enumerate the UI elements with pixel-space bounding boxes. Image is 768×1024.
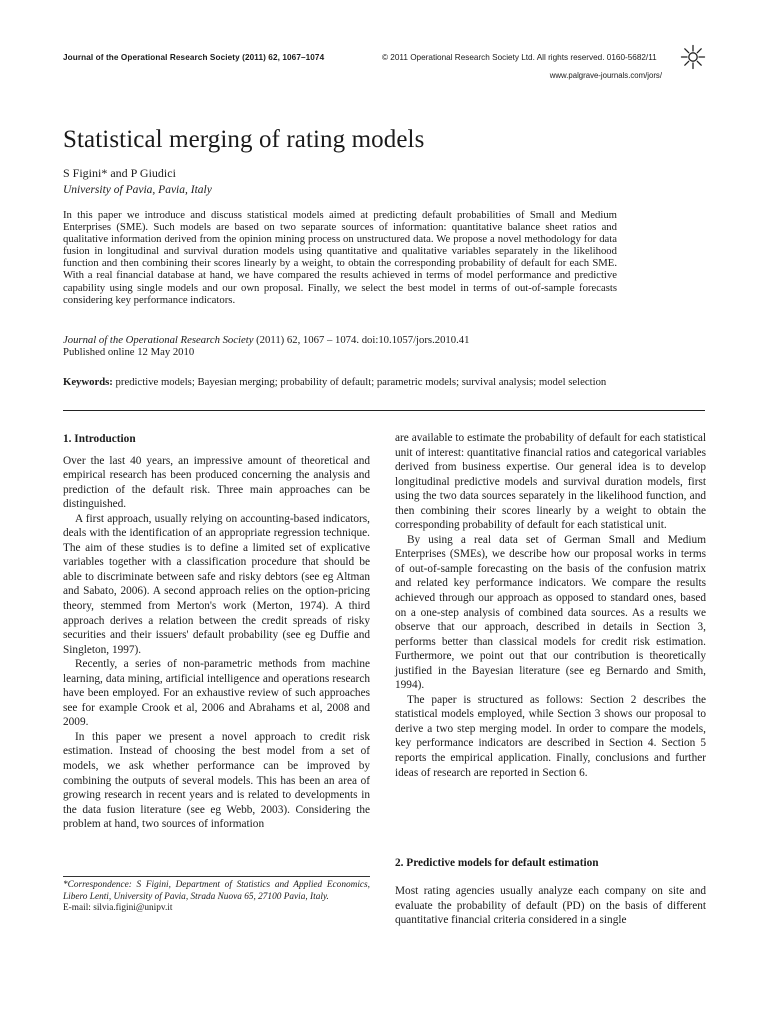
footnote-divider xyxy=(63,876,370,877)
paragraph: The paper is structured as follows: Section 2 describes the statistical models employed, while Section 3 shows our proposal to derive a two step merging model. In order to compare the models, key performance indicators are described in Section 4. Section 5 reports the empirical application. Finally, conclusions and further ideas of research are reported in Section 6. xyxy=(395,693,706,779)
keywords-list: predictive models; Bayesian merging; probability of default; parametric models; survival analysis; model selection xyxy=(112,376,607,388)
paragraph: Over the last 40 years, an impressive amount of theoretical and empirical research has been produced concerning the analysis and prediction of the default risk. Three main approaches can be distinguished. xyxy=(63,454,370,511)
keywords-label: Keywords: xyxy=(63,376,113,388)
section2-body xyxy=(395,884,706,928)
divider xyxy=(63,410,705,411)
journal-header: Journal of the Operational Research Society (2011) 62, 1067–1074 xyxy=(63,53,325,62)
paragraph: By using a real data set of German Small and Medium Enterprises (SMEs), we describe how our proposal works in terms of out-of-sample forecasting on the basis of the confusion matrix and related key performance indicators. We compare the results achieved through our approach as opposed to standard ones, based on a one-step analysis of combined data sources. As a results we observe that our approach, described in details in Section 3, performs better than classical models for credit risk estimation. Furthermore, we point out that our contribution is theoretically justified in the Bayesian literature (see eg Bernardo and Smith, 1994). xyxy=(395,533,706,692)
correspondence-footnote xyxy=(63,880,370,915)
citation-block xyxy=(63,334,623,358)
abstract: In this paper we introduce and discuss statistical models aimed at predicting default probabilities of Small and Medium Enterprises (SME). Such models are based on two separate sources of information: quantitative balance sheet ratios and qualitative information derived from the opinion mining process on unstructured data. We propose a novel methodology for data fusion in longitudinal and survival duration models using quantitative and qualitative variables separately in the likelihood function and then combining their scores linearly by a weight, to obtain the corresponding probability of default for each SME. With a real financial database at hand, we have compared the results achieved in terms of model performance and predictive capability using single models and our own proposal. Finally, we select the best model in terms of out-of-sample forecasts considering key performance indicators. xyxy=(63,209,617,306)
section-heading-predictive-models: 2. Predictive models for default estimation xyxy=(395,857,599,869)
article-authors: S Figini* and P Giudici xyxy=(63,166,176,180)
publisher-star-icon xyxy=(680,44,706,70)
citation-details: (2011) 62, 1067 – 1074. doi:10.1057/jors.2010.41 xyxy=(253,334,470,346)
journal-url-link[interactable]: www.palgrave-journals.com/jors/ xyxy=(549,71,662,80)
section-heading-introduction: 1. Introduction xyxy=(63,433,136,445)
left-column xyxy=(63,432,370,832)
keywords xyxy=(63,376,623,388)
article-title: Statistical merging of rating models xyxy=(63,126,425,153)
paragraph: In this paper we present a novel approach to credit risk estimation. Instead of choosing the best model from a set of models, we ask whether performance can be improved by combining the outputs of several models. This has been an area of growing research in recent years and is related to developments in the data fusion literature (see eg Webb, 2003). Considering the problem at hand, two sources of information xyxy=(63,730,370,831)
copyright-line: © 2011 Operational Research Society Ltd. All rights reserved. 0160-5682/11 xyxy=(382,53,657,62)
right-column xyxy=(395,431,706,780)
paragraph: Most rating agencies usually analyze each company on site and evaluate the probability of default (PD) on the basis of different quantitative financial criteria considered in a single xyxy=(395,885,706,927)
paragraph: Recently, a series of non-parametric methods from machine learning, data mining, artificial intelligence and operations research have been employed. For an exhaustive review of such approaches see for example Crook et al, 2006 and Abrahams et al, 2008 and 2009. xyxy=(63,658,370,729)
citation-journal: Journal of the Operational Research Society xyxy=(63,334,254,346)
footnote-email[interactable]: E-mail: silvia.figini@unipv.it xyxy=(63,903,173,913)
paragraph: A first approach, usually relying on accounting-based indicators, deals with the identification of an appropriate regression technique. The aim of these studies is to define a limited set of explicative variables together with a classification procedure that should be able to discriminate between safe and risky debtors (see eg Altman and Sabato, 2006). A second approach relies on the option-pricing theory, stemmed from Merton's work (Merton, 1974). A third approach derives a relation between the credit spreads of risky securities and their issuers' default probability (see eg Duffie and Singleton, 1997). xyxy=(63,512,370,656)
paragraph: are available to estimate the probability of default for each statistical unit of interest: quantitative financial ratios and categorical variables derived from business expertise. Our general idea is to develop longitudinal predictive models and survival duration models, first using the two data sources separately in the likelihood function, and then combining their scores linearly by a weight to obtain the corresponding probability of default for each statistical unit. xyxy=(395,432,706,532)
author-affiliation: University of Pavia, Pavia, Italy xyxy=(63,184,212,196)
published-date: Published online 12 May 2010 xyxy=(63,346,195,359)
footnote-text: *Correspondence: S Figini, Department of Statistics and Applied Economics, Libero Lenti, University of Pavia, Strada Nuova 65, 27100 Pavia, Italy. xyxy=(63,880,370,902)
